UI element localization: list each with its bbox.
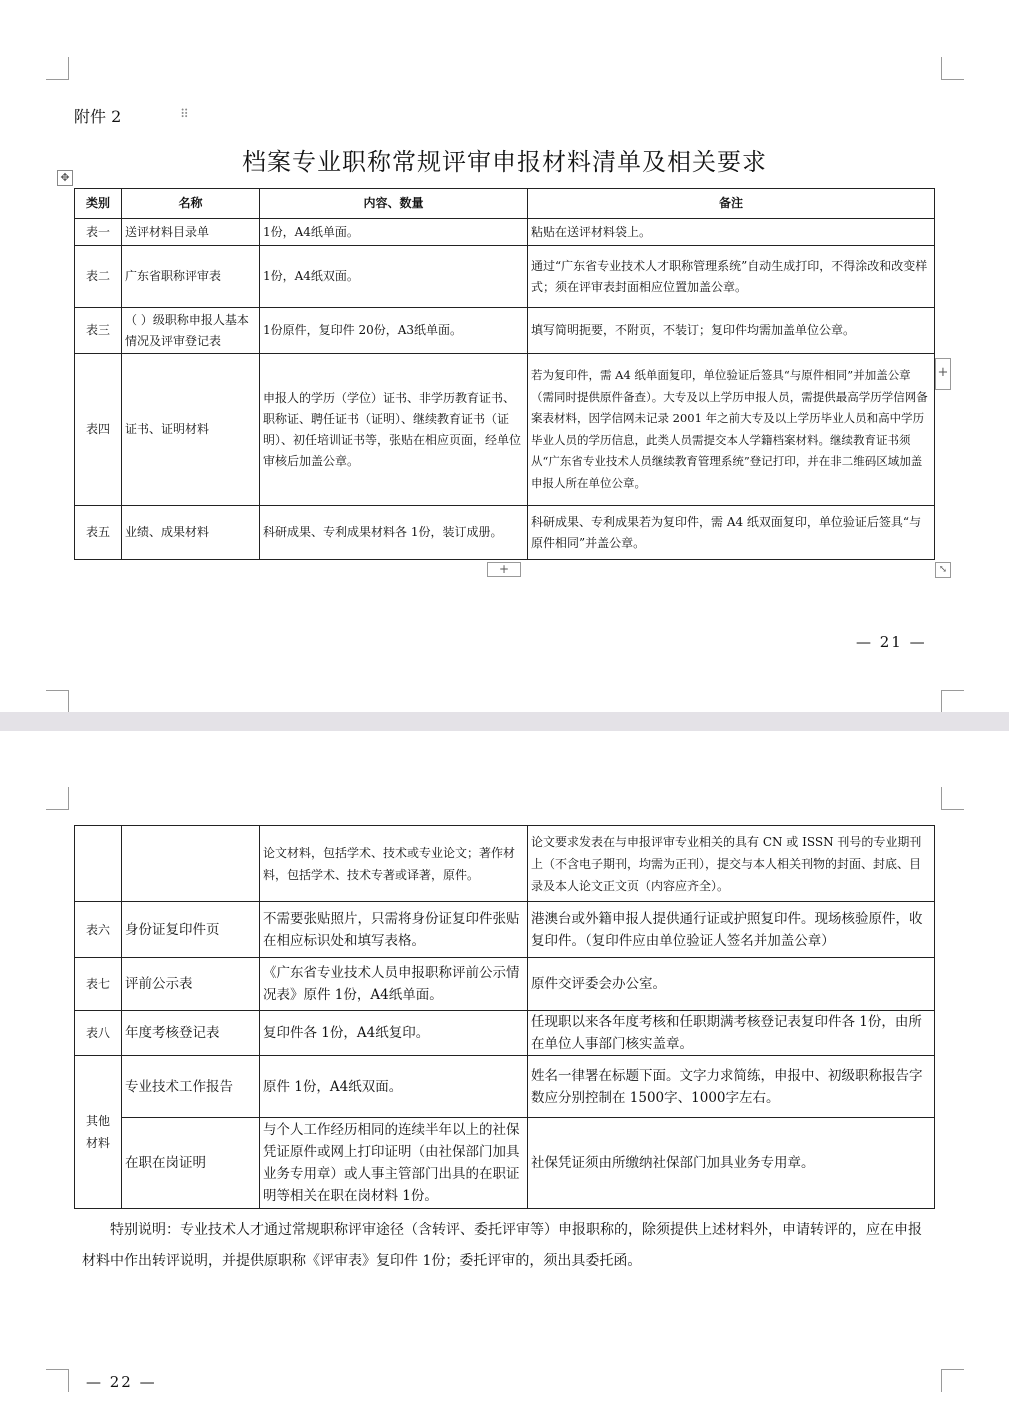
row-category: 其他材料 <box>75 1056 122 1209</box>
row-content: 1份，A4纸单面。 <box>260 219 528 246</box>
page-gap <box>0 712 1009 731</box>
header-note: 备注 <box>528 189 935 219</box>
table-row <box>75 1118 935 1209</box>
empty-cell <box>122 826 260 902</box>
table-row <box>75 354 935 506</box>
move-icon[interactable]: ✥ <box>57 170 73 186</box>
row-note: 填写简明扼要，不附页，不装订；复印件均需加盖单位公章。 <box>528 308 935 354</box>
table-row <box>75 826 935 902</box>
row-content: 复印件各 1份，A4纸复印。 <box>260 1011 528 1056</box>
row-name: 专业技术工作报告 <box>122 1056 260 1118</box>
row-name: 业绩、成果材料 <box>122 506 260 560</box>
row-note: 原件交评委会办公室。 <box>528 958 935 1011</box>
row-name: （ ）级职称申报人基本情况及评审登记表 <box>122 308 260 354</box>
resize-icon[interactable]: ⤡ <box>935 562 951 578</box>
row-category: 表一 <box>75 219 122 246</box>
row-name: 送评材料目录单 <box>122 219 260 246</box>
row-category: 表五 <box>75 506 122 560</box>
materials-table <box>74 188 935 560</box>
row-note: 任现职以来各年度考核和任职期满考核登记表复印件各 1份，由所在单位人事部门核实盖章。 <box>528 1011 935 1056</box>
row-note: 科研成果、专利成果若为复印件，需 A4 纸双面复印，单位验证后签具“与原件相同”并盖公章。 <box>528 506 935 560</box>
row-name: 证书、证明材料 <box>122 354 260 506</box>
row-category: 表七 <box>75 958 122 1011</box>
crop-mark <box>941 1369 964 1392</box>
empty-cell <box>75 826 122 902</box>
row-category: 表三 <box>75 308 122 354</box>
row-category: 表四 <box>75 354 122 506</box>
table-row <box>75 1056 935 1118</box>
row-note: 论文要求发表在与申报评审专业相关的具有 CN 或 ISSN 刊号的专业期刊上（不含电子期刊，均需为正刊），提交与本人相关刊物的封面、封底、目录及本人论文正文页（内容应齐全）。 <box>528 826 935 902</box>
row-name: 身份证复印件页 <box>122 902 260 958</box>
row-category: 表六 <box>75 902 122 958</box>
crop-mark <box>46 787 69 810</box>
crop-mark <box>46 57 69 80</box>
row-content: 科研成果、专利成果材料各 1份，装订成册。 <box>260 506 528 560</box>
header-category: 类别 <box>75 189 122 219</box>
table-row <box>75 308 935 354</box>
row-note: 通过“广东省专业技术人才职称管理系统”自动生成打印，不得涂改和改变样式；须在评审表封面相应位置加盖公章。 <box>528 246 935 308</box>
row-name: 广东省职称评审表 <box>122 246 260 308</box>
crop-mark <box>941 57 964 80</box>
special-note: 特别说明：专业技术人才通过常规职称评审途径（含转评、委托评审等）申报职称的，除须提供上述材料外，申请转评的，应在申报材料中作出转评说明，并提供原职称《评审表》复印件 1份；委托评审的，须出具委托函。 <box>82 1222 922 1269</box>
row-name: 在职在岗证明 <box>122 1118 260 1209</box>
row-note: 若为复印件，需 A4 纸单面复印，单位验证后签具“与原件相同”并加盖公章（需同时提供原件备查）。大专及以上学历申报人员，需提供最高学历学信网备案表材料，因学信网未记录 2001 年之前大专及以上学历毕业人员和高中学历毕业人员的学历信息，此类人员需提交本人学籍档案材料。继续教育证书须从“广东省专业技术人员继续教育管理系统”登记打印，并在非二维码区域加盖申报人所在单位公章。 <box>528 354 935 506</box>
row-category: 表八 <box>75 1011 122 1056</box>
add-row-button[interactable]: + <box>487 562 521 577</box>
document-title: 档案专业职称常规评审申报材料清单及相关要求 <box>242 148 767 176</box>
header-content: 内容、数量 <box>260 189 528 219</box>
table-row <box>75 902 935 958</box>
add-column-button[interactable]: + <box>935 358 951 390</box>
row-content: 1份原件，复印件 20份，A3纸单面。 <box>260 308 528 354</box>
page-number: — 22 — <box>86 1373 157 1391</box>
table-row <box>75 246 935 308</box>
table-row <box>75 1011 935 1056</box>
row-content: 《广东省专业技术人员申报职称评前公示情况表》原件 1份，A4纸单面。 <box>260 958 528 1011</box>
table-header-row <box>75 189 935 219</box>
row-content: 不需要张贴照片，只需将身份证复印件张贴在相应标识处和填写表格。 <box>260 902 528 958</box>
attachment-label: 附件 2 <box>74 107 122 126</box>
crop-mark <box>941 787 964 810</box>
crop-mark <box>46 1369 69 1392</box>
table-row <box>75 219 935 246</box>
drag-handle-icon[interactable]: ⠿ <box>180 107 187 121</box>
row-note: 港澳台或外籍申报人提供通行证或护照复印件。现场核验原件，收复印件。（复印件应由单位验证人签名并加盖公章） <box>528 902 935 958</box>
row-note: 姓名一律署在标题下面。文字力求简练，申报中、初级职称报告字数应分别控制在 1500字、1000字左右。 <box>528 1056 935 1118</box>
row-note: 粘贴在送评材料袋上。 <box>528 219 935 246</box>
header-name: 名称 <box>122 189 260 219</box>
row-content: 论文材料，包括学术、技术或专业论文；著作材料，包括学术、技术专著或译著，原件。 <box>260 826 528 902</box>
row-content: 原件 1份，A4纸双面。 <box>260 1056 528 1118</box>
crop-mark <box>46 690 69 713</box>
row-content: 申报人的学历（学位）证书、非学历教育证书、职称证、聘任证书（证明）、继续教育证书（证明）、初任培训证书等，张贴在相应页面，经单位审核后加盖公章。 <box>260 354 528 506</box>
crop-mark <box>941 690 964 713</box>
materials-table-continued <box>74 825 935 1209</box>
row-category: 表二 <box>75 246 122 308</box>
page-number: — 21 — <box>856 633 927 651</box>
row-content: 与个人工作经历相同的连续半年以上的社保凭证原件或网上打印证明（由社保部门加具业务专用章）或人事主管部门出具的在职证明等相关在职在岗材料 1份。 <box>260 1118 528 1209</box>
row-content: 1份，A4纸双面。 <box>260 246 528 308</box>
table-row <box>75 506 935 560</box>
row-note: 社保凭证须由所缴纳社保部门加具业务专用章。 <box>528 1118 935 1209</box>
row-name: 年度考核登记表 <box>122 1011 260 1056</box>
table-row <box>75 958 935 1011</box>
row-name: 评前公示表 <box>122 958 260 1011</box>
